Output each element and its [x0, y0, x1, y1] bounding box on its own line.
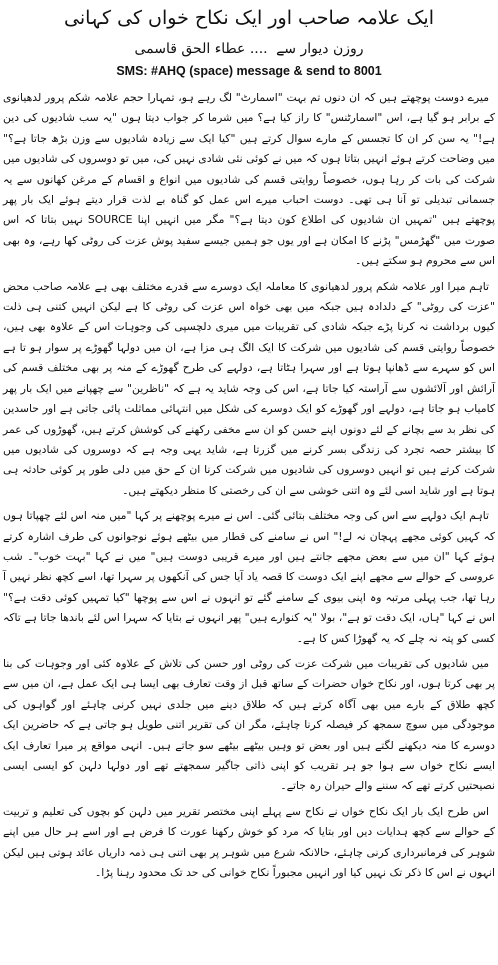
- article-paragraph: اس طرح ایک بار ایک نکاح خواں نے نکاح سے پہلے اپنی مختصر تقریر میں دلہن کو بچوں کی تعلیم و تربیت کے حوالے سے کچھ ہدایات دیں اور بتایا کہ مرد کو خوش رکھنا عورت کا فرض ہے اور اسے ہر حال میں اپنے شوہر کی فرمانبرداری کرنی چاہئے، حالانکہ شرع میں شوہر پر بھی اتنی ہی ذمہ داریاں عائد ہوتی ہیں لیکن انہوں نے اس کا ذکر تک نہیں کیا اور انہیں مجبوراً نکاح خوانی کی حد تک محدود رہنا پڑا۔: [3, 804, 495, 880]
- article-title: ایک علامہ صاحب اور ایک نکاح خواں کی کہانی: [64, 7, 434, 29]
- article-paragraph: تاہم ایک دولہے سے اس کی وجہ مختلف بتائی گئی۔ اس نے میرے پوچھنے پر کہا "میں منہ اس لئے چھپاتا ہوں کہ کہیں کوئی مجھے پہچان نہ لے!" اس نے سامنے کی قطار میں بیٹھے ہوئے نوجوانوں کی طرف اشارہ کرتے ہوئے کہا "ان میں سے بعض مجھے جانتے ہیں اور میرے قریبی دوست ہیں" میں نے کہا "بہت خوب"۔ شب عروسی کے حوالے سے مجھے اپنے ایک دوست کا قصہ یاد آیا جس کی آنکھوں پر سہرا تھا، اسے کچھ نظر نہیں آ رہا تھا، جب پہلی مرتبہ وہ اپنی بیوی کے سامنے گئے تو انہوں نے اس سے پوچھا "کیا تمہیں کوئی دقت ہے؟" اس نے کہا "ہاں، ایک دقت تو ہے"، بولا "یہ کنوارے ہیں" پھر انہوں نے بتایا کہ سہرا اس لئے باندھا جاتا ہے تاکہ کسی کو پتہ نہ چلے کہ یہ گھوڑا کس کا ہے۔: [3, 509, 495, 645]
- column-name: روزن دیوار سے: [276, 41, 364, 57]
- author-name: عطاء الحق قاسمی: [134, 41, 246, 57]
- byline: [0, 38, 498, 60]
- article-body: [0, 88, 498, 883]
- sms-subscription-line: SMS: #AHQ (space) message & send to 8001: [116, 64, 382, 78]
- byline-separator: ....: [245, 41, 268, 57]
- article-paragraph: میں شادیوں کی تقریبات میں شرکت عزت کی روٹی اور حسن کی تلاش کے علاوہ کئی اور وجوہات کی بنا پر بھی کرتا ہوں، اور نکاح خواں حضرات کے ساتھ قبل از وقت تعارف بھی ایسا ہی ایک عمل ہے، ان میں سے کچھ طلاق کے بارے میں بھی آگاہ کرتے ہیں کہ طلاق دینے میں جلدی نہیں کرنی چاہئے اور گواہوں کی موجودگی میں سوچ سمجھ کر فیصلہ کرنا چاہئے، مگر ان کی تقریر اتنی طویل ہو جاتی ہے کہ حاضرین ایک دوسرے کا منہ دیکھنے لگتے ہیں اور بعض تو وہیں بیٹھے بیٹھے سو جاتے ہیں۔ انہی مواقع پر میرا تعارف ایک ایسے نکاح خواں سے ہوا جو ہر تقریب کو اپنی ذاتی جاگیر سمجھتے تھے اور دولہا دلہن کو ایسی ایسی نصیحتیں کرتے تھے کہ سننے والے حیران رہ جاتے۔: [3, 656, 495, 793]
- article-paragraph: میرے دوست پوچھتے ہیں کہ ان دنوں تم بہت "اسمارٹ" لگ رہے ہو، تمہارا حجم علامہ شکم پرور لدھیانوی کے برابر ہو گیا ہے، اس "اسمارٹنس" کا راز کیا ہے؟ میں شرما کر جواب دیتا ہوں "یہ سب شادیوں کی دین ہے!" یہ سن کر ان کا تجسس کے مارے سوال کرتے ہیں "کیا ایک سے زیادہ شادیوں سے وزن بڑھ جاتا ہے؟" میں وضاحت کرتے ہوئے انہیں بتاتا ہوں کہ میں نے کوئی نئی شادی نہیں کی، میں تو دوسروں کی شادیوں میں شرکت کی بات کر رہا ہوں، خصوصاً روایتی قسم کی شادیوں میں انواع و اقسام کے مرغن کھانوں سے یہ جسمانی تبدیلی تو آنا ہی تھی۔ دوست احباب میرے اس عمل کو گناہ بے لذت قرار دیتے ہوئے ایک بار پھر پوچھتے ہیں "تمہیں ان شادیوں کی اطلاع کون دیتا ہے؟" مگر میں انہیں اپنا SOURCE نہیں بتاتا کہ اس صورت میں "گھڑمس" پڑنے کا امکان ہے اور یوں جو ہمیں جیسے سفید پوش عزت کی روٹی کھا رہے، وہ بھی اس سے محروم ہو سکتے ہیں۔: [3, 91, 495, 268]
- article-paragraph: تاہم میرا اور علامہ شکم پرور لدھیانوی کا معاملہ ایک دوسرے سے قدرے مختلف بھی ہے علامہ صاحب محض "عزت کی روٹی" کے دلدادہ ہیں جبکہ میں بھی خواہ اس عزت کی روٹی کا ہے لیکن انہیں کتنی ہی ذلت کیوں برداشت نہ کرنا پڑے جبکہ شادی کی تقریبات میں میری دلچسپی کی وجوہات اس کے علاوہ بھی ہیں، خصوصاً روایتی قسم کی شادیوں میں شرکت کا ایک الگ ہی مزا ہے، ان میں دولہا گھوڑے پر سوار ہو تا ہے اس کو سہرے سے ڈھانپا ہوتا ہے اور سہرا ہٹاتا ہے، دولہے کی طرح گھوڑے کے منہ پر بھی مختلف قسم کی آرائش اور آلائشوں سے آراستہ کیا جاتا ہے، اس کی وجہ شاید یہ ہے کہ "ناظرین" سے چھپانے میں ایک بار پھر کامیاب ہو جاتا ہے، دولہے اور گھوڑے کو ایک دوسرے کی شکل میں انتہائی مماثلت پائی جاتی ہے اور حاسدین کی نظر بد سے بچانے کے لئے دونوں اپنے حسن کو ان سے مخفی رکھنے کی کوشش کرتے ہیں، گھوڑوں کی عمر کا بیشتر حصہ تجرد کی زندگی بسر کرنے میں گزرتا ہے، شاید یہی وجہ ہے کہ دوسروں کی شادیوں میں شرکت کرتے ہیں تو انہیں دوسروں کی شادیوں میں شرکت کرنا ان کے حق میں دلی طور پر کوئی حادثہ ہی ہوتا ہے اور شاید اسی لئے وہ اتنی خوشی سے ان کی رخصتی کا منظر دیکھتے ہیں۔: [3, 279, 495, 497]
- column-header: [0, 2, 498, 80]
